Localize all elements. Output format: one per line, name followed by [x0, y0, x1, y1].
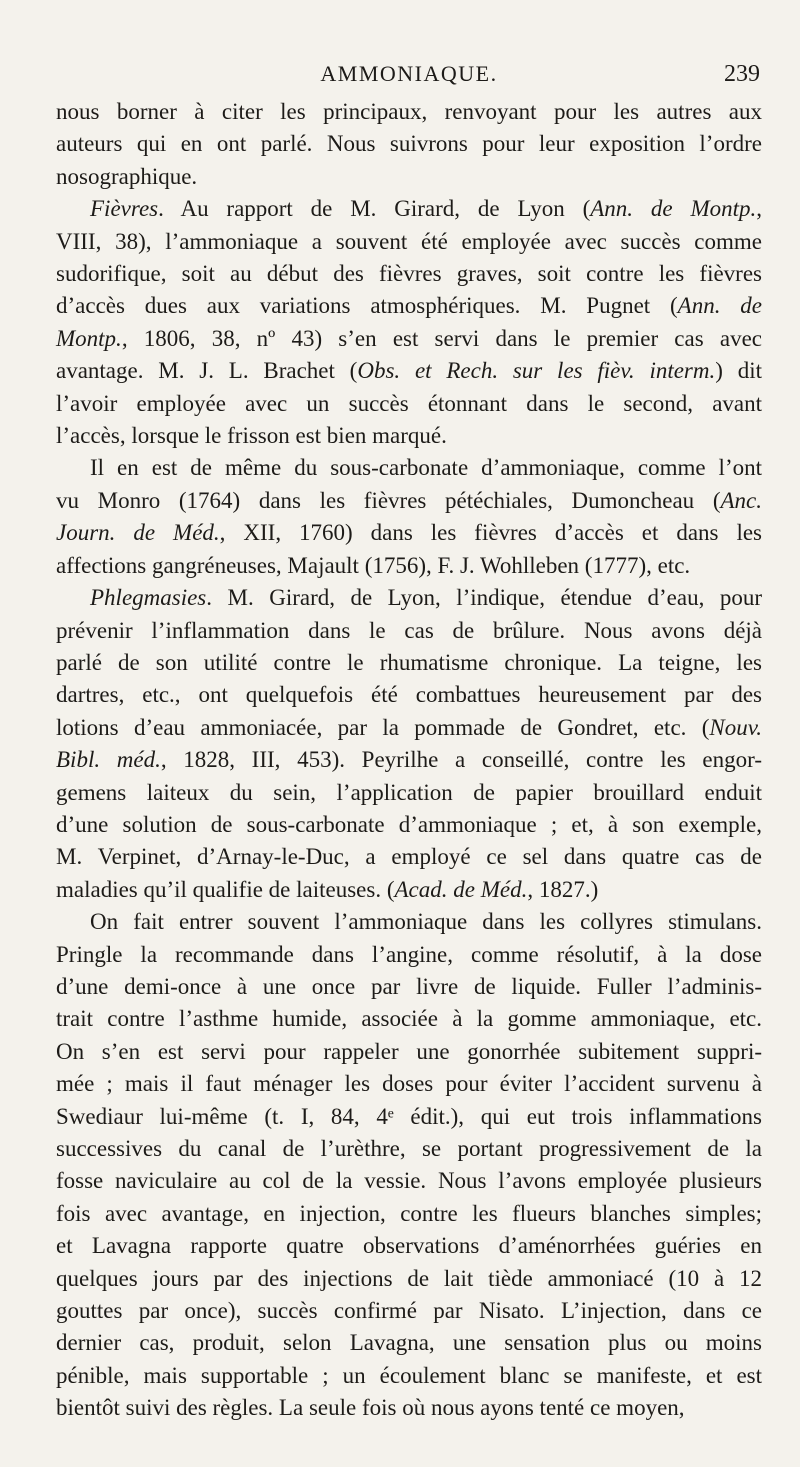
text-run: M. Verpinet, d’Arnay-le-Duc, a employé ce sel dans quatre cas de: [56, 844, 762, 870]
text-run: maladies qu’il qualifie de laiteuses. (: [56, 876, 395, 902]
text-line: [56, 841, 762, 873]
text-run: . Au rapport de M. Girard, de Lyon (: [158, 196, 591, 222]
text-line: [56, 874, 762, 906]
text-run: On fait entrer souvent l’ammoniaque dans les collyres stimulans.: [90, 909, 762, 935]
text-run: parlé de son utilité contre le rhumatisme chronique. La teigne, les: [56, 649, 762, 675]
text-line: [56, 744, 762, 776]
text-line: [56, 550, 762, 582]
text-run: l’accès, lorsque le frisson est bien marqué.: [56, 423, 447, 449]
text-run: , 1827.): [527, 876, 599, 902]
text-run: Pringle la recommande dans l’angine, comme résolutif, à la dose: [56, 941, 762, 967]
text-run: d’une solution de sous-carbonate d’ammoniaque ; et, à son exemple,: [56, 811, 762, 837]
text-line: [56, 1165, 762, 1197]
text-run: , 1828, III, 453). Peyrilhe a conseillé, contre les engor-: [160, 747, 762, 773]
text-run: prévenir l’inflammation dans le cas de brûlure. Nous avons déjà: [56, 617, 762, 643]
italic-text: Nouv.: [709, 714, 762, 740]
text-line: [56, 128, 762, 160]
text-run: , XII, 1760) dans les fièvres d’accès et dans les: [219, 520, 762, 546]
text-line: [56, 161, 762, 193]
text-run: nous borner à citer les principaux, renvoyant pour les autres aux: [56, 99, 762, 124]
text-line: [56, 258, 762, 290]
text-run: quelques jours par des injections de lait tiède ammoniacé (10 à 12: [56, 1265, 762, 1291]
text-line: [56, 1133, 762, 1165]
text-run: fosse naviculaire au col de la vessie. Nous l’avons employée plusieurs: [56, 1168, 762, 1194]
text-run: avantage. M. J. L. Brachet (: [56, 358, 358, 384]
text-line: [56, 290, 762, 322]
text-line: [56, 777, 762, 809]
text-run: Swediaur lui-même (t. I, 84, 4ᵉ édit.), qui eut trois inflammations: [56, 1103, 762, 1129]
text-run: pénible, mais supportable ; un écoulement blanc se manifeste, et est: [56, 1362, 762, 1388]
text-run: fois avec avantage, en injection, contre les flueurs blanches simples;: [56, 1200, 762, 1226]
page-number: 239: [724, 61, 760, 87]
text-run: d’une demi-once à une once par livre de liquide. Fuller l’adminis-: [56, 973, 762, 999]
text-line: [56, 355, 762, 387]
text-line: [56, 193, 762, 225]
paragraph: [56, 452, 762, 582]
running-title: AMMONIAQUE.: [320, 61, 498, 86]
text-run: l’avoir employée avec un succès étonnant dans le second, avant: [56, 390, 762, 416]
text-line: [56, 1263, 762, 1295]
italic-text: Acad. de Méd.: [394, 876, 528, 902]
text-run: gouttes par once), succès confirmé par Nisato. L’injection, dans ce: [56, 1298, 762, 1324]
text-run: successives du canal de l’urèthre, se portant progressivement de la: [56, 1136, 762, 1161]
italic-text: Phlegmasies: [90, 585, 207, 611]
text-run: ) dit: [715, 358, 762, 384]
text-run: vu Monro (1764) dans les fièvres pétéchiales, Dumoncheau (: [56, 487, 721, 513]
text-line: [56, 809, 762, 841]
text-run: ,: [756, 196, 763, 222]
text-run: affections gangréneuses, Majault (1756), F. J. Wohlleben (1777), etc.: [56, 552, 691, 578]
italic-text: Anc.: [720, 487, 762, 513]
text-run: gemens laiteux du sein, l’application de papier brouillard enduit: [56, 779, 762, 805]
paragraph: [56, 906, 762, 1425]
text-run: auteurs qui en ont parlé. Nous suivrons pour leur exposition l’ordre: [56, 131, 762, 157]
text-line: [56, 226, 762, 258]
text-line: [56, 1230, 762, 1262]
paragraph: [56, 96, 762, 193]
text-run: et Lavagna rapporte quatre observations d’aménorrhées guéries en: [56, 1233, 762, 1259]
text-line: [56, 582, 762, 614]
text-run: , 1806, 38, nº 43) s’en est servi dans le premier cas avec: [121, 325, 762, 351]
text-line: [56, 1327, 762, 1359]
running-head: [56, 52, 762, 96]
text-line: [56, 96, 762, 128]
text-run: mée ; mais il faut ménager les doses pour éviter l’accident survenu à: [56, 1071, 762, 1097]
text-line: [56, 1198, 762, 1230]
italic-text: Bibl. méd.: [56, 747, 161, 773]
text-line: [56, 712, 762, 744]
italic-text: Ann. de Montp.: [590, 196, 757, 222]
text-line: [56, 1003, 762, 1035]
text-line: [56, 615, 762, 647]
body-text: [56, 96, 762, 1425]
text-run: On s’en est servi pour rappeler une gonorrhée subitement suppri-: [56, 1038, 762, 1064]
text-line: [56, 971, 762, 1003]
paragraph: [56, 582, 762, 906]
text-line: [56, 1036, 762, 1068]
text-run: lotions d’eau ammoniacée, par la pommade de Gondret, etc. (: [56, 714, 710, 740]
text-run: dernier cas, produit, selon Lavagna, une sensation plus ou moins: [56, 1330, 762, 1356]
text-line: [56, 517, 762, 549]
text-run: trait contre l’asthme humide, associée à la gomme ammoniaque, etc.: [56, 1006, 762, 1032]
text-line: [56, 679, 762, 711]
text-line: [56, 1101, 762, 1133]
text-run: d’accès dues aux variations atmosphériques. M. Pugnet (: [56, 293, 678, 319]
text-run: dartres, etc., ont quelquefois été combattues heureusement par des: [56, 682, 762, 708]
text-run: sudorifique, soit au début des fièvres graves, soit contre les fièvres: [56, 261, 762, 287]
text-line: [56, 1068, 762, 1100]
text-line: [56, 939, 762, 971]
italic-text: Ann. de: [677, 293, 762, 319]
italic-text: Journ. de Méd.: [56, 520, 220, 546]
italic-text: Montp.: [56, 325, 122, 351]
text-line: [56, 1295, 762, 1327]
text-run: VIII, 38), l’ammoniaque a souvent été employée avec succès comme: [56, 228, 762, 254]
text-line: [56, 388, 762, 420]
text-run: bientôt suivi des règles. La seule fois où nous ayons tenté ce moyen,: [56, 1395, 685, 1421]
text-line: [56, 420, 762, 452]
text-run: Il en est de même du sous-carbonate d’ammoniaque, comme l’ont: [90, 455, 762, 481]
text-run: . M. Girard, de Lyon, l’indique, étendue d’eau, pour: [206, 585, 762, 611]
text-line: [56, 1360, 762, 1392]
text-line: [56, 647, 762, 679]
italic-text: Fièvres: [90, 196, 159, 222]
text-line: [56, 1392, 762, 1424]
text-line: [56, 906, 762, 938]
italic-text: Obs. et Rech. sur les fièv. interm.: [357, 358, 716, 384]
text-line: [56, 323, 762, 355]
paragraph: [56, 193, 762, 452]
text-line: [56, 452, 762, 484]
text-line: [56, 485, 762, 517]
text-run: nosographique.: [56, 163, 198, 189]
